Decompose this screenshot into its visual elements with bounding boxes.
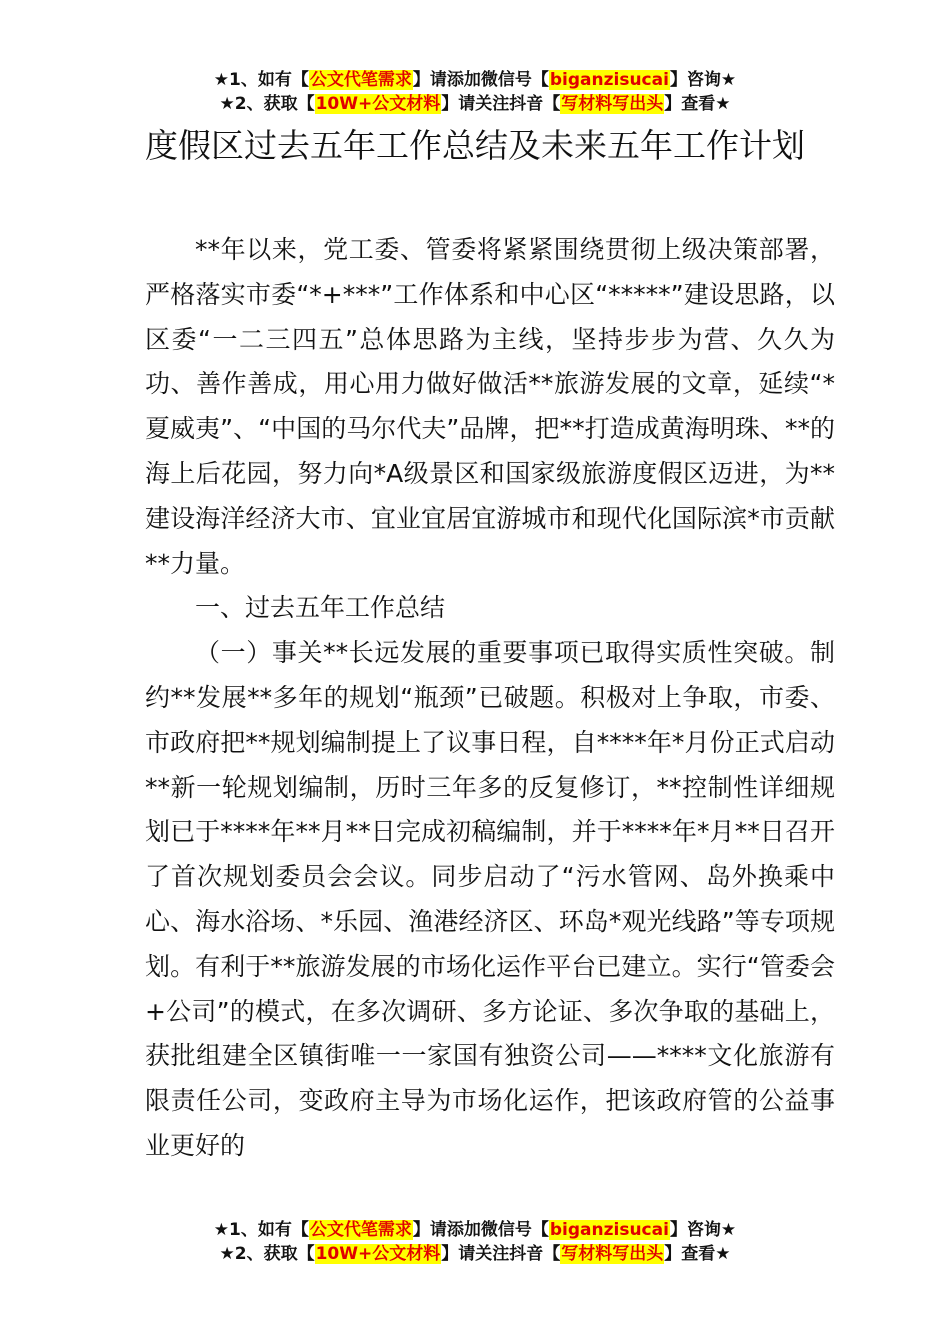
intro-paragraph: **年以来，党工委、管委将紧紧围绕贯彻上级决策部署，严格落实市委“*+***”工作体系和中心区“*****”建设思路，以区委“一二三四五”总体思路为主线，坚持步步为营、久久为功、善作善成，用心用力做好做活**旅游发展的文章，延续“*夏威夷”、“中国的马尔代夫”品牌，把**打造成黄海明珠、**的海上后花园，努力向*A级景区和国家级旅游度假区迈进，为**建设海洋经济大市、宜业宜居宜游城市和现代化国际滨*市贡献**力量。 [145,235,835,578]
promo-highlight: 公文代笔需求 [309,1220,412,1240]
promo-highlight: 10W+公文材料 [315,94,441,114]
promo-text: 】查看★ [664,1244,731,1264]
promo-highlight: 10W+公文材料 [315,1244,441,1264]
promo-text: 】请添加微信号【 [412,70,549,90]
promo-text: ★2、获取【 [219,94,315,114]
bottom-promo-banner [0,1218,950,1266]
promo-text: 】请添加微信号【 [412,1220,549,1240]
promo-text: ★1、如有【 [213,1220,309,1240]
wechat-id-highlight: biganzisucai [549,1220,669,1240]
document-title: 度假区过去五年工作总结及未来五年工作计划 [145,126,805,165]
promo-text: ★2、获取【 [219,1244,315,1264]
promo-text: 】查看★ [664,94,731,114]
promo-text: 】咨询★ [669,1220,737,1240]
promo-text: ★1、如有【 [213,70,309,90]
douyin-highlight: 写材料写出头 [561,1244,664,1264]
section-paragraph: （一）事关**长远发展的重要事项已取得实质性突破。制约**发展**多年的规划“瓶颈”已破题。积极对上争取，市委、市政府把**规划编制提上了议事日程，自****年*月份正式启动**新一轮规划编制，历时三年多的反复修订，**控制性详细规划已于****年**月**日完成初稿编制，并于****年*月**日召开了首次规划委员会会议。同步启动了“污水管网、岛外换乘中心、海水浴场、*乐园、渔港经济区、环岛*观光线路”等专项规划。有利于**旅游发展的市场化运作平台已建立。实行“管委会+公司”的模式，在多次调研、多方论证、多次争取的基础上，获批组建全区镇街唯一一家国有独资公司——****文化旅游有限责任公司，变政府主导为市场化运作，把该政府管的公益事业更好的 [145,638,835,1160]
douyin-highlight: 写材料写出头 [561,94,664,114]
promo-line-1 [0,1218,950,1242]
document-body [145,228,835,1169]
promo-text: 】咨询★ [669,70,737,90]
promo-text: 】请关注抖音【 [441,1244,561,1264]
section-heading: 一、过去五年工作总结 [195,593,446,623]
promo-highlight: 公文代笔需求 [309,70,412,90]
top-promo-banner [0,68,950,116]
wechat-id-highlight: biganzisucai [549,70,669,90]
promo-text: 】请关注抖音【 [441,94,561,114]
promo-line-1 [0,68,950,92]
promo-line-2 [0,1242,950,1266]
promo-line-2 [0,92,950,116]
